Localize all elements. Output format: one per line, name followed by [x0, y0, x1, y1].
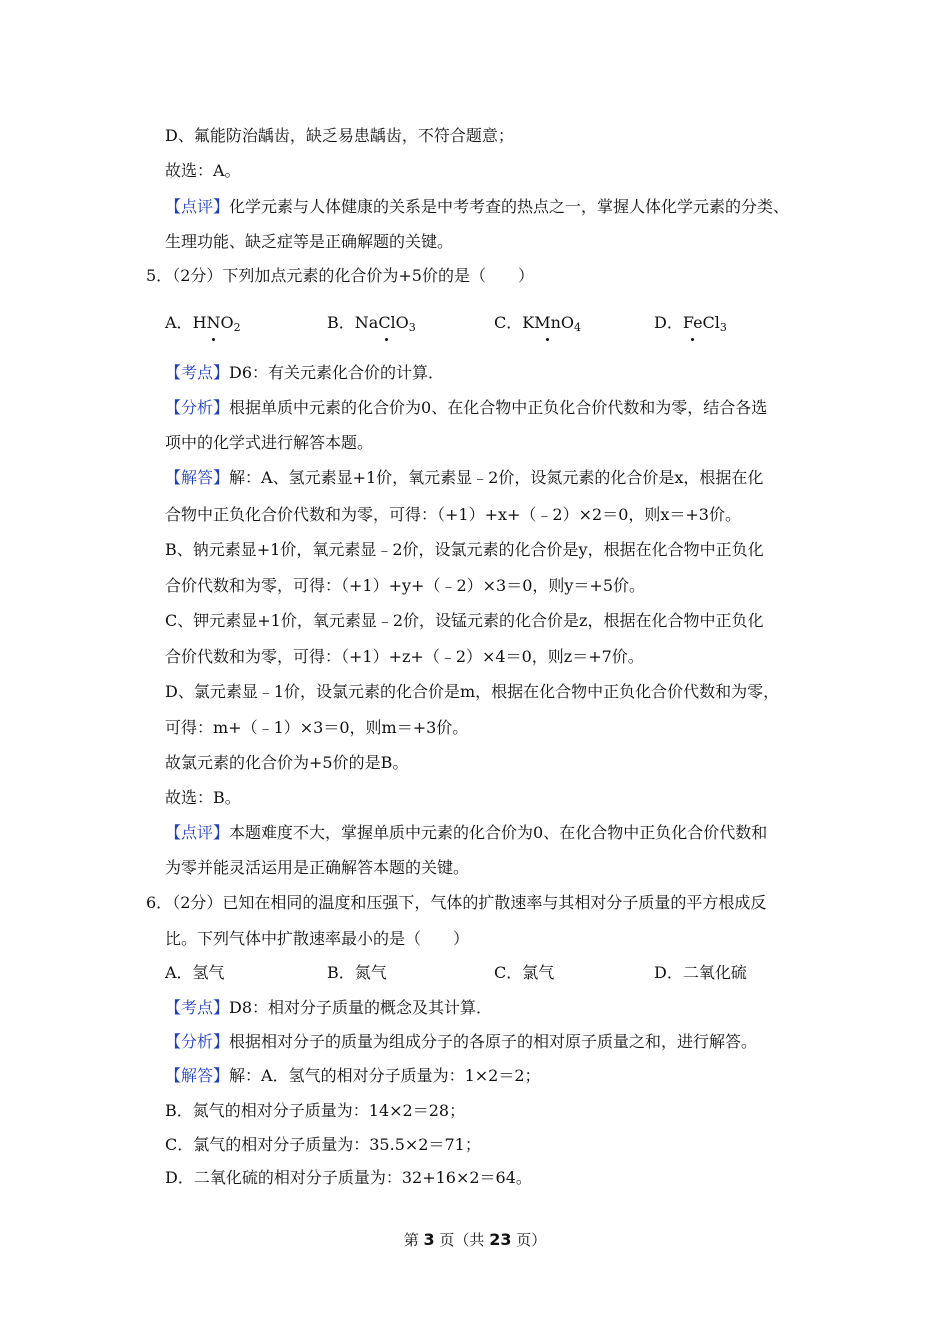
fenxi-tag: 【分析】: [165, 398, 230, 417]
comment-line-2: 生理功能、缺乏症等是正确解题的关键。: [165, 232, 454, 251]
q5-kaodian: 【考点】D6：有关元素化合价的计算．: [165, 363, 445, 382]
question-6-stem-2: 比。下列气体中扩散速率最小的是（ ）: [165, 929, 470, 948]
jieda-tag: 【解答】: [165, 1066, 230, 1085]
question-6-stem: [146, 892, 766, 914]
question-text: （2分）已知在相同的温度和压强下，气体的扩散速率与其相对分子质量的平方根成反: [172, 893, 767, 912]
q5-jieda-line: 合价代数和为零，可得：（+1）+y+（﹣2）×3＝0，则y＝+5价。: [165, 576, 646, 595]
question-5-stem: [146, 265, 534, 287]
q5-jieda-line: D、氯元素显﹣1价，设氯元素的化合价是m，根据在化合物中正负化合价代数和为零，: [165, 682, 780, 701]
dianping-tag: 【点评】: [165, 823, 230, 842]
q5-option-a: A．$HNO_2$: [165, 313, 241, 334]
question-text: （2分）下列加点元素的化合价为+5价的是（ ）: [172, 266, 534, 285]
q5-jieda-line: 故氯元素的化合价为+5价的是B。: [165, 753, 409, 772]
q5-jieda-line: 合价代数和为零，可得：（+1）+z+（﹣2）×4＝0，则z＝+7价。: [165, 647, 644, 666]
option-d-analysis: D、氟能防治龋齿，缺乏易患龋齿，不符合题意；: [165, 126, 514, 145]
q5-jieda-line: 合物中正负化合价代数和为零，可得：（+1）+x+（﹣2）×2＝0，则x＝+3价。: [165, 505, 741, 524]
q5-option-b: B．NaClO$_3$: [327, 313, 416, 334]
q6-jieda: 【解答】解：A．氢气的相对分子质量为：1×2＝2；: [165, 1066, 541, 1085]
question-number: 6．: [146, 893, 173, 912]
q5-option-c: C．KMnO$_4$: [494, 313, 582, 334]
q5-fenxi-2: 项中的化学式进行解答本题。: [165, 433, 374, 452]
page-number: 3: [423, 1230, 435, 1249]
q6-option-c: C．氯气: [494, 963, 555, 982]
jieda-tag: 【解答】: [165, 468, 230, 487]
question-number: 5．: [146, 266, 173, 285]
q5-fenxi: 【分析】根据单质中元素的化合价为0、在化合物中正负化合价代数和为零，结合各选: [165, 398, 768, 417]
q6-option-a: A．氢气: [165, 963, 225, 982]
total-pages: 23: [489, 1230, 512, 1249]
q6-jieda-line: D．二氧化硫的相对分子质量为：32+16×2＝64。: [165, 1168, 532, 1187]
q5-jieda-line: B、钠元素显+1价，氧元素显﹣2价，设氯元素的化合价是y，根据在化合物中正负化: [165, 540, 764, 559]
dotted-element: Mn: [534, 313, 561, 332]
page-footer: 第 3 页（共 23 页）: [403, 1230, 547, 1249]
q5-jieda: 【解答】解：A、氢元素显+1价，氧元素显﹣2价，设氮元素的化合价是x，根据在化: [165, 468, 764, 487]
q6-kaodian: 【考点】D8：相对分子质量的概念及其计算．: [165, 998, 493, 1017]
kaodian-tag: 【考点】: [165, 998, 230, 1017]
q5-dianping-2: 为零并能灵活运用是正确解答本题的关键。: [165, 858, 470, 877]
comment-text: 化学元素与人体健康的关系是中考考查的热点之一，掌握人体化学元素的分类、: [229, 197, 790, 216]
q6-jieda-line: B．氮气的相对分子质量为：14×2＝28；: [165, 1101, 466, 1120]
comment-line: [165, 196, 789, 218]
q5-option-d: D．FeCl$_3$: [654, 313, 727, 334]
fenxi-tag: 【分析】: [165, 1032, 230, 1051]
dotted-element: Cl: [378, 313, 396, 332]
comment-tag: 【点评】: [165, 197, 230, 216]
q6-fenxi: 【分析】根据相对分子的质量为组成分子的各原子的相对原子质量之和，进行解答。: [165, 1032, 758, 1051]
q5-jieda-line: 可得：m+（﹣1）×3＝0，则m＝+3价。: [165, 718, 469, 737]
q6-option-b: B．氮气: [327, 963, 387, 982]
q6-option-d: D．二氧化硫: [654, 963, 747, 982]
dotted-element: N: [206, 313, 221, 332]
q6-jieda-line: C．氯气的相对分子质量为：35.5×2＝71；: [165, 1135, 481, 1154]
q5-jieda-line: 故选：B。: [165, 788, 241, 807]
answer-line: 故选：A。: [165, 161, 241, 180]
dotted-element: Fe: [682, 313, 703, 332]
q5-jieda-line: C、钾元素显+1价，氧元素显﹣2价，设锰元素的化合价是z，根据在化合物中正负化: [165, 611, 764, 630]
kaodian-tag: 【考点】: [165, 363, 230, 382]
q5-dianping: 【点评】本题难度不大，掌握单质中元素的化合价为0、在化合物中正负化合价代数和: [165, 823, 768, 842]
